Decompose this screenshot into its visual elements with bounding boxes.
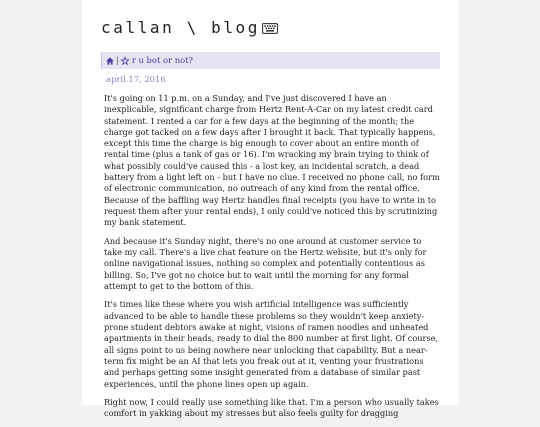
post-paragraph: Right now, I could really use something like that. I'm a person who usually takes comfort in yakking about my stresses but also feels guilty for dragging xyxy=(104,396,439,419)
star-icon xyxy=(121,57,129,65)
blog-title-text[interactable]: callan \ blog xyxy=(101,18,261,37)
post-paragraph: And because it's Sunday night, there's no one around at customer service to take my call. There's a live chat feature on the Hertz website, but it's only for online navigational issues, nothing so complex and potentially contentious as billing. So, I've got no choice but to wait until the morning for any formal attempt to get to the bottom of this. xyxy=(104,235,427,291)
post-body xyxy=(104,93,440,427)
breadcrumb xyxy=(101,52,440,69)
blog-title[interactable] xyxy=(101,18,278,37)
post-paragraph: It's going on 11 p.m. on a Sunday, and I've just discovered I have an inexplicable, significant charge from Hertz Rent-A-Car on my latest credit card statement. I rented a car for a few days at the beginning of the month; the charge got tacked on a few days after I brought it back. That typically happens, except this time the charge is big enough to cover about an entire month of rental time (plus a tank of gas or 16). I'm wracking my brain trying to think of what possibly could've caused this - a lost key, an incidental scratch, a dead battery from a light left on - but I have no clue. I received no phone call, no form of electronic communication, no outreach of any kind from the rental office. Because of the baffling way Hertz handles final receipts (you have to write in to request them after your rental ends), I only could've noticed this by scrutinizing my bank statement. xyxy=(104,93,440,228)
blog-page xyxy=(82,0,459,419)
home-icon[interactable] xyxy=(106,57,114,65)
breadcrumb-post-title[interactable]: r u bot or not? xyxy=(131,55,193,65)
post-date: april 17, 2016 xyxy=(106,74,166,84)
keyboard-icon xyxy=(262,23,278,34)
post-paragraph: It's times like these where you wish artificial intelligence was sufficiently advanced to be able to handle these problems so they wouldn't keep anxiety-prone student debtors awake at night, visions of ramen noodles and unheated apartments in their heads, ready to dial the 800 number at first light. Of course, all signs point to us being nowhere near unlocking that capability. But a near-term fix might be an AI that lets you freak out at it, venting your frustrations and perhaps getting some insight generated from a database of similar past experiences, until the phone lines open up again. xyxy=(104,299,439,389)
breadcrumb-separator: | xyxy=(116,55,119,65)
